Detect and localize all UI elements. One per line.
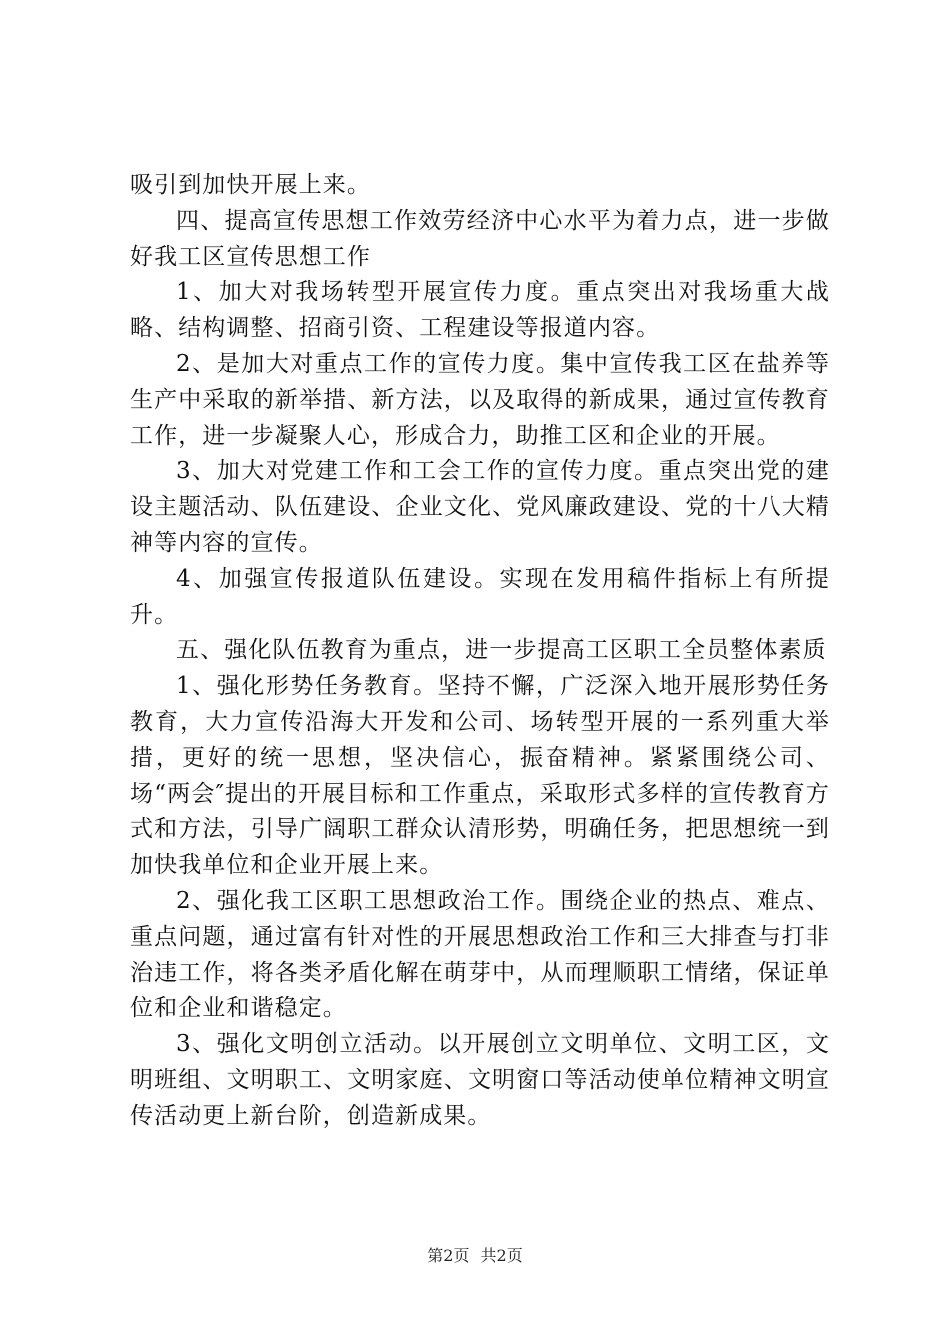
paragraph-5-3: 3、强化文明创立活动。以开展创立文明单位、文明工区，文明班组、文明职工、文明家庭、文明窗口等活动使单位精神文明宣传活动更上新台阶，创造新成果。 — [130, 1031, 830, 1129]
page-footer — [0, 1243, 950, 1266]
page-number: 第2页 — [427, 1246, 470, 1265]
section-heading-4: 四、提高宣传思想工作效劳经济中心水平为着力点，进一步做好我工区宣传思想工作 — [130, 207, 830, 270]
paragraph-4-3: 3、加大对党建工作和工会工作的宣传力度。重点突出党的建设主题活动、队伍建设、企业文化、党风廉政建设、党的十八大精神等内容的宣传。 — [130, 458, 830, 556]
paragraph-4-1: 1、加大对我场转型开展宣传力度。重点突出对我场重大战略、结构调整、招商引资、工程建设等报道内容。 — [130, 279, 830, 342]
paragraph-4-4: 4、加强宣传报道队伍建设。实现在发用稿件指标上有所提升。 — [130, 565, 830, 628]
section-heading-5: 五、强化队伍教育为重点，进一步提高工区职工全员整体素质 — [176, 637, 827, 664]
paragraph-1: 吸引到加快开展上来。 — [130, 172, 371, 198]
paragraph-4-2: 2、是加大对重点工作的宣传力度。集中宣传我工区在盐养等生产中采取的新举措、新方法，以及取得的新成果，通过宣传教育工作，进一步凝聚人心，形成合力，助推工区和企业的开展。 — [130, 350, 830, 449]
page-total: 共2页 — [480, 1246, 523, 1265]
document-body — [130, 168, 830, 1135]
paragraph-5-1: 1、强化形势任务教育。坚持不懈，广泛深入地开展形势任务教育，大力宣传沿海大开发和公司、场转型开展的一系列重大举措，更好的统一思想，坚决信心，振奋精神。紧紧围绕公司、场“两会″提出的开展目标和工作重点，采取形式多样的宣传教育方式和方法，引导广阔职工群众认清形势，明确任务，把思想统一到加快我单位和企业开展上来。 — [130, 673, 830, 879]
paragraph-5-2: 2、强化我工区职工思想政治工作。围绕企业的热点、难点、重点问题，通过富有针对性的开展思想政治工作和三大排查与打非治违工作，将各类矛盾化解在萌芽中，从而理顺职工情绪，保证单位和企业和谐稳定。 — [130, 887, 830, 1022]
